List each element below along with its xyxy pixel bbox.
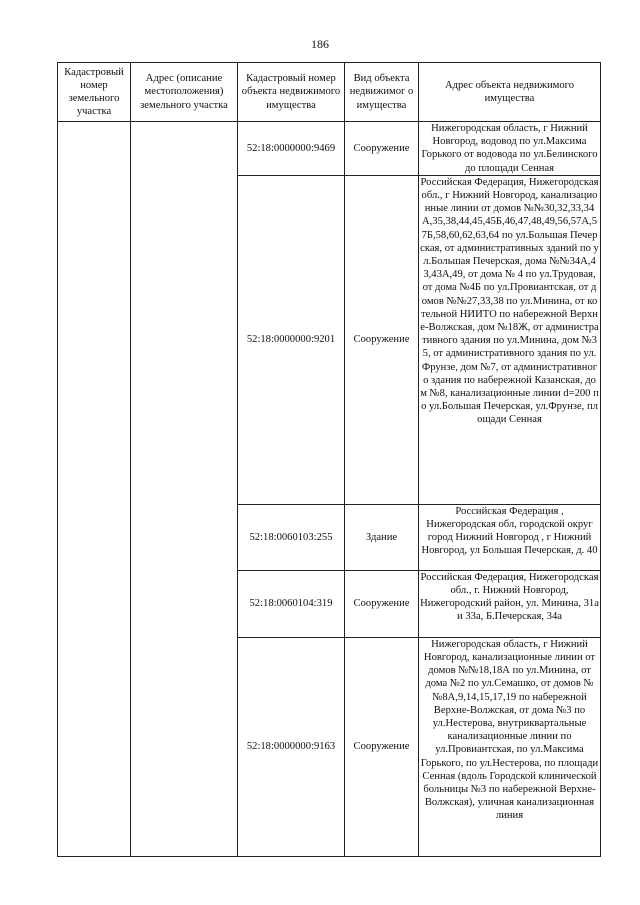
type-obj-cell: Сооружение — [345, 175, 419, 504]
cad-obj-cell: 52:18:0000000:9469 — [238, 122, 345, 176]
cad-obj-cell: 52:18:0000000:9201 — [238, 175, 345, 504]
cad-obj-cell: 52:18:0000000:9163 — [238, 637, 345, 856]
table-row — [58, 122, 601, 176]
type-obj-cell: Сооружение — [345, 122, 419, 176]
cad-obj-cell: 52:18:0060104:319 — [238, 570, 345, 637]
addr-land-cell — [131, 122, 238, 857]
type-obj-cell: Здание — [345, 504, 419, 570]
addr-obj-cell: Нижегородская область, г Нижний Новгород, водовод по ул.Максима Горького от водовода по ул.Белинского до площади Сенная — [419, 122, 601, 176]
addr-obj-cell: Нижегородская область, г Нижний Новгород, канализационные линии от домов №№18,18А по ул.Минина, от дома №2 по ул.Семашко, от домов №№8А,9,14,15,17,19 по набережной Верхне-Волжская, от дома №3 по ул.Нестерова, внутриквартальные канализационные линии по ул.Провиантская, по ул.Максима Горького, по ул.Нестерова, по площади Сенная (вдоль Городской клинической больницы №3 по набережной Верхне-Волжская), уличная канализационная линия — [419, 637, 601, 856]
cad-obj-cell: 52:18:0060103:255 — [238, 504, 345, 570]
table-header-row — [58, 63, 601, 122]
registry-table — [57, 62, 601, 857]
page-number: 186 — [311, 37, 329, 51]
header-addr-land: Адрес (описание местоположения) земельного участка — [131, 63, 238, 122]
header-cad-obj: Кадастровый номер объекта недвижимого имущества — [238, 63, 345, 122]
addr-obj-cell: Российская Федерация, Нижегородская обл., г. Нижний Новгород, Нижегородский район, ул. Минина, 31а и 33а, Б.Печерская, 34а — [419, 570, 601, 637]
header-addr-obj: Адрес объекта недвижимого имущества — [419, 63, 601, 122]
type-obj-cell: Сооружение — [345, 637, 419, 856]
header-cad-land: Кадастровый номер земельного участка — [58, 63, 131, 122]
addr-obj-cell: Российская Федерация , Нижегородская обл, городской округ город Нижний Новгород , г Нижний Новгород, ул Большая Печерская, д. 40 — [419, 504, 601, 570]
header-type-obj: Вид объекта недвижимог о имущества — [345, 63, 419, 122]
cad-land-cell — [58, 122, 131, 857]
type-obj-cell: Сооружение — [345, 570, 419, 637]
addr-obj-cell: Российская Федерация, Нижегородская обл., г Нижний Новгород, канализационные линии от домов №№30,32,33,34А,35,38,44,45,45Б,46,47,48,49,56,57А,57Б,58,60,62,63,64 по ул.Большая Печерская, от административных зданий по ул.Большая Печерская, дома №№34А,43,43А,49, от дома № 4 по ул.Трудовая, от дома №4Б по ул.Провиантская, от домов №№27,33,38 по ул.Минина, от котельной НИИТО по набережной Верхне-Волжская, дом №18Ж, от административного здания по ул.Минина, дом №35, от административного здания по ул.Фрунзе, дом №7, от административного здания по набережной Казанская, дом №8, канализационные линии d=200 по ул.Большая Печерская, ул.Фрунзе, площади Сенная — [419, 175, 601, 504]
